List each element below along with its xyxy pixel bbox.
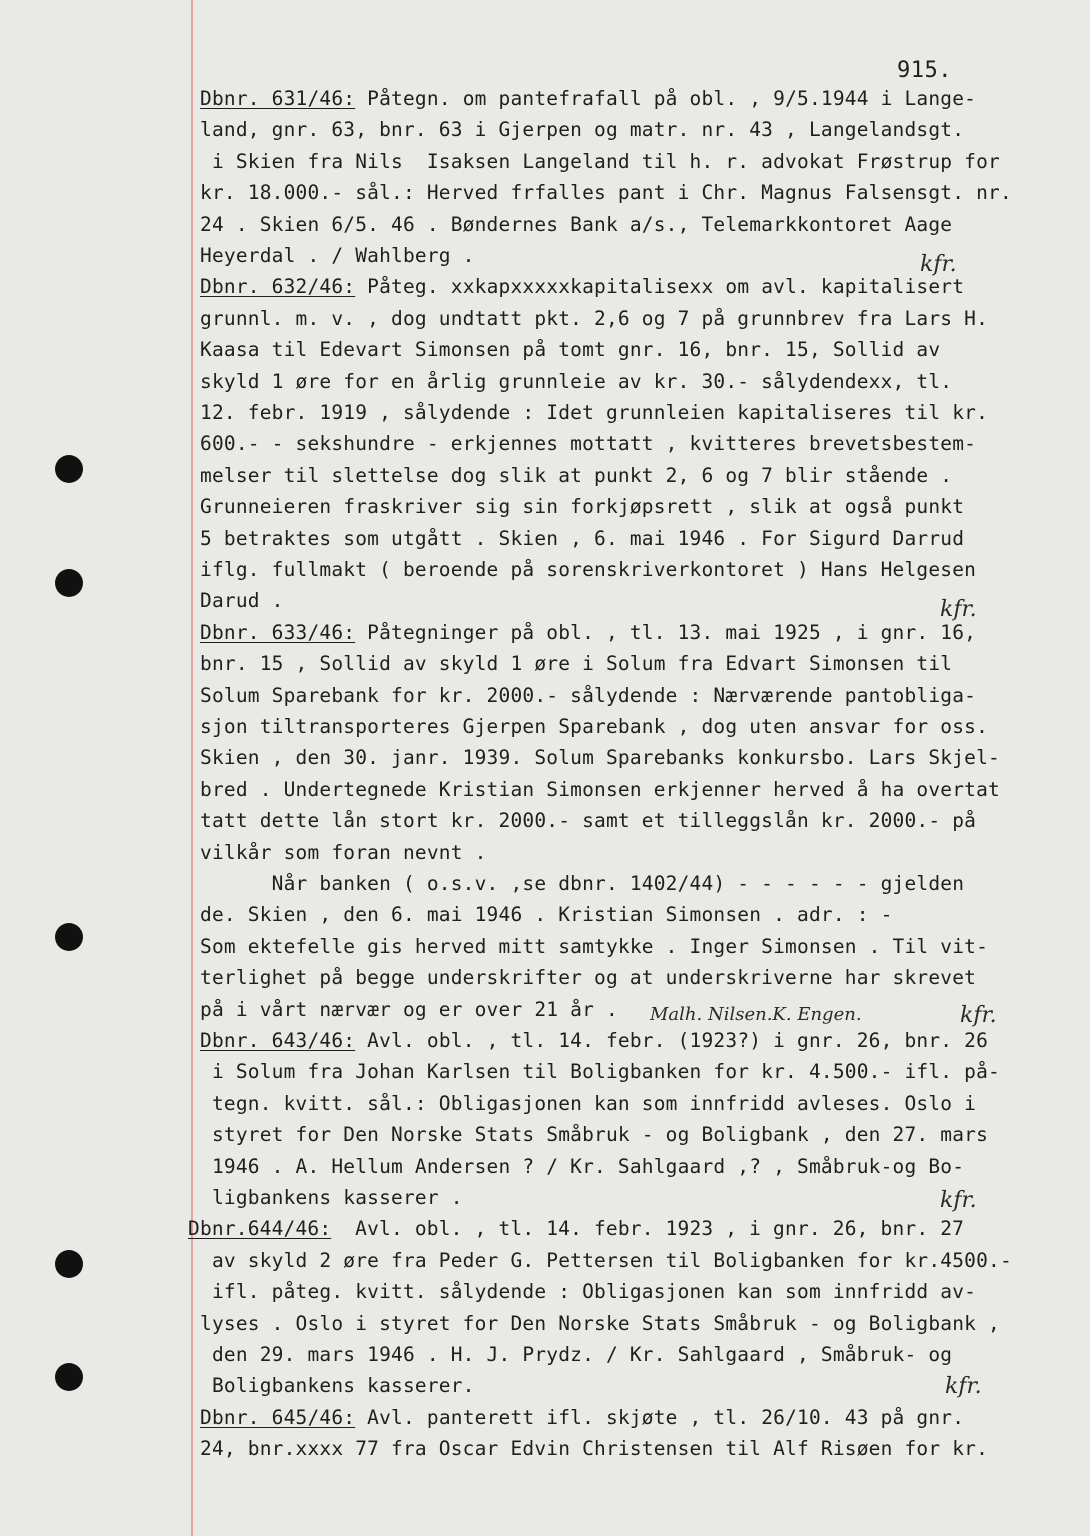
- annotation-kfr: kfr.: [960, 1003, 997, 1028]
- text-line: [200, 1153, 964, 1181]
- line-text: grunnl. m. v. , dog undtatt pkt. 2,6 og 7 på grunnbrev fra Lars H.: [200, 306, 989, 330]
- line-text: iflg. fullmakt ( beroende på sorenskriverkontoret ) Hans Helgesen: [200, 558, 977, 581]
- line-text: Når banken ( o.s.v. ,se dbnr. 1402/44) - - - - - - gjelden: [200, 872, 965, 895]
- binder-hole: [55, 455, 83, 483]
- line-text: Kaasa til Edevart Simonsen på tomt gnr. 16, bnr. 15, Sollid av: [200, 338, 941, 362]
- line-text: Påtegn. om pantefrafall på obl. , 9/5.1944 i Lange-: [355, 87, 977, 110]
- entry-reference: Dbnr. 633/46:: [200, 620, 356, 644]
- binder-hole: [55, 569, 83, 597]
- line-text: vilkår som foran nevnt .: [200, 840, 487, 864]
- line-text: av skyld 2 øre fra Peder G. Pettersen til Boligbanken for kr.4500.-: [200, 1248, 1012, 1272]
- text-line: [200, 901, 893, 929]
- text-line: [200, 682, 976, 710]
- entry-line: [200, 619, 976, 647]
- text-line: [200, 807, 976, 835]
- text-line: [200, 179, 1012, 207]
- line-text: ligbankens kasserer .: [200, 1186, 463, 1209]
- line-text: Som ektefelle gis herved mitt samtykke . Inger Simonsen . Til vit-: [200, 934, 989, 958]
- text-line: [200, 1121, 988, 1149]
- text-line: [200, 776, 1000, 804]
- text-line: [200, 1341, 952, 1369]
- text-line: [200, 1435, 988, 1463]
- text-line: [200, 1278, 976, 1306]
- entry-line: [188, 1215, 964, 1243]
- line-text: Påtegninger på obl. , tl. 13. mai 1925 , i gnr. 16,: [355, 620, 977, 644]
- page-margin-line: [191, 0, 193, 1536]
- text-line: [200, 650, 952, 678]
- line-text: i Solum fra Johan Karlsen til Boligbanken for kr. 4.500.- ifl. på-: [200, 1060, 1000, 1084]
- text-line: [200, 556, 976, 584]
- annotation-kfr: kfr.: [940, 1188, 977, 1213]
- line-text: 600.- - sekshundre - erkjennes mottatt , kvitteres brevetsbestem-: [200, 432, 977, 456]
- text-line: [200, 242, 475, 270]
- text-line: [200, 368, 952, 396]
- text-line: [200, 525, 964, 553]
- binder-hole: [55, 1250, 83, 1278]
- binder-hole: [55, 923, 83, 951]
- text-line: [200, 305, 988, 333]
- text-line: [200, 933, 988, 961]
- line-text: Darud .: [200, 589, 284, 613]
- text-line: [200, 1090, 976, 1118]
- line-text: Heyerdal . / Wahlberg .: [200, 244, 475, 267]
- text-line: [200, 148, 1000, 176]
- line-text: 24 . Skien 6/5. 46 . Bøndernes Bank a/s., Telemarkkontoret Aage: [200, 212, 953, 236]
- entry-line: [200, 1027, 988, 1055]
- text-line: [200, 1247, 1012, 1275]
- line-text: lyses . Oslo i styret for Den Norske Stats Småbruk - og Boligbank ,: [200, 1311, 1000, 1335]
- line-text: de. Skien , den 6. mai 1946 . Kristian Simonsen . adr. : -: [200, 903, 893, 927]
- line-text: Grunneieren fraskriver sig sin forkjøpsrett , slik at også punkt: [200, 495, 965, 519]
- entry-reference: Dbnr. 631/46:: [200, 87, 356, 110]
- line-text: 12. febr. 1919 , sålydende : Idet grunnleien kapitaliseres til kr.: [200, 401, 989, 424]
- entry-reference: Dbnr. 632/46:: [200, 275, 356, 299]
- line-text: Avl. obl. , tl. 14. febr. (1923?) i gnr. 26, bnr. 26: [355, 1029, 989, 1052]
- entry-line: [200, 1404, 964, 1432]
- line-text: tatt dette lån stort kr. 2000.- samt et tilleggslån kr. 2000.- på: [200, 809, 977, 833]
- text-line: [200, 996, 618, 1024]
- entry-reference: Dbnr.644/46:: [188, 1217, 332, 1241]
- line-text: Påteg. xxkapxxxxxkapitalisexx om avl. kapitalisert: [355, 275, 965, 299]
- text-line: [200, 1310, 1000, 1338]
- text-line: [200, 839, 487, 867]
- binder-hole: [55, 1363, 83, 1391]
- entry-line: [200, 85, 976, 113]
- line-text: skyld 1 øre for en årlig grunnleie av kr. 30.- sålydendexx, tl.: [200, 369, 953, 393]
- text-line: [200, 964, 976, 992]
- line-text: terlighet på begge underskrifter og at underskriverne har skrevet: [200, 966, 977, 990]
- text-line: [200, 399, 988, 427]
- text-line: [200, 1372, 475, 1400]
- line-text: kr. 18.000.- sål.: Herved frfalles pant i Chr. Magnus Falsensgt. nr.: [200, 181, 1012, 205]
- text-line: [200, 713, 988, 741]
- line-text: 24, bnr.xxxx 77 fra Oscar Edvin Christensen til Alf Risøen for kr.: [200, 1437, 989, 1461]
- line-text: ifl. påteg. kvitt. sålydende : Obligasjonen kan som innfridd av-: [200, 1280, 977, 1304]
- text-line: [200, 493, 964, 521]
- annotation-kfr: kfr.: [920, 252, 957, 277]
- line-text: land, gnr. 63, bnr. 63 i Gjerpen og matr. nr. 43 , Langelandsgt.: [200, 118, 965, 142]
- text-line: [200, 587, 284, 615]
- text-line: [200, 211, 952, 239]
- text-line: [200, 336, 940, 364]
- line-text: sjon tiltransporteres Gjerpen Sparebank , dog uten ansvar for oss.: [200, 715, 989, 738]
- line-text: melser til slettelse dog slik at punkt 2, 6 og 7 blir stående .: [200, 463, 953, 487]
- line-text: den 29. mars 1946 . H. J. Prydz. / Kr. Sahlgaard , Småbruk- og: [200, 1343, 953, 1366]
- line-text: på i vårt nærvær og er over 21 år .: [200, 997, 618, 1021]
- text-line: [200, 116, 964, 144]
- page-number: 915.: [897, 58, 952, 83]
- line-text: Avl. obl. , tl. 14. febr. 1923 , i gnr. 26, bnr. 27: [331, 1217, 965, 1241]
- annotation-kfr: kfr.: [940, 597, 977, 622]
- line-text: bnr. 15 , Sollid av skyld 1 øre i Solum fra Edvart Simonsen til: [200, 652, 953, 676]
- annotation-kfr: kfr.: [945, 1374, 982, 1399]
- line-text: 1946 . A. Hellum Andersen ? / Kr. Sahlgaard ,? , Småbruk-og Bo-: [200, 1154, 965, 1178]
- text-line: [200, 462, 952, 490]
- entry-reference: Dbnr. 643/46:: [200, 1029, 356, 1052]
- line-text: styret for Den Norske Stats Småbruk - og Boligbank , den 27. mars: [200, 1123, 989, 1147]
- annotation-signature: Malh. Nilsen.K. Engen.: [650, 1004, 862, 1025]
- entry-line: [200, 273, 964, 301]
- line-text: Boligbankens kasserer.: [200, 1374, 475, 1398]
- line-text: i Skien fra Nils Isaksen Langeland til h. r. advokat Frøstrup for: [200, 149, 1000, 173]
- line-text: 5 betraktes som utgått . Skien , 6. mai 1946 . For Sigurd Darrud: [200, 526, 965, 550]
- line-text: Skien , den 30. janr. 1939. Solum Sparebanks konkursbo. Lars Skjel-: [200, 746, 1000, 770]
- line-text: Avl. panterett ifl. skjøte , tl. 26/10. 43 på gnr.: [355, 1405, 965, 1429]
- entry-reference: Dbnr. 645/46:: [200, 1405, 356, 1429]
- text-line: [200, 1184, 463, 1212]
- line-text: Solum Sparebank for kr. 2000.- sålydende : Nærværende pantobliga-: [200, 683, 977, 707]
- line-text: tegn. kvitt. sål.: Obligasjonen kan som innfridd avleses. Oslo i: [200, 1091, 977, 1115]
- line-text: bred . Undertegnede Kristian Simonsen erkjenner herved å ha overtat: [200, 777, 1000, 801]
- text-line: [200, 1058, 1000, 1086]
- text-line: [200, 744, 1000, 772]
- text-line: [200, 870, 964, 898]
- text-line: [200, 430, 976, 458]
